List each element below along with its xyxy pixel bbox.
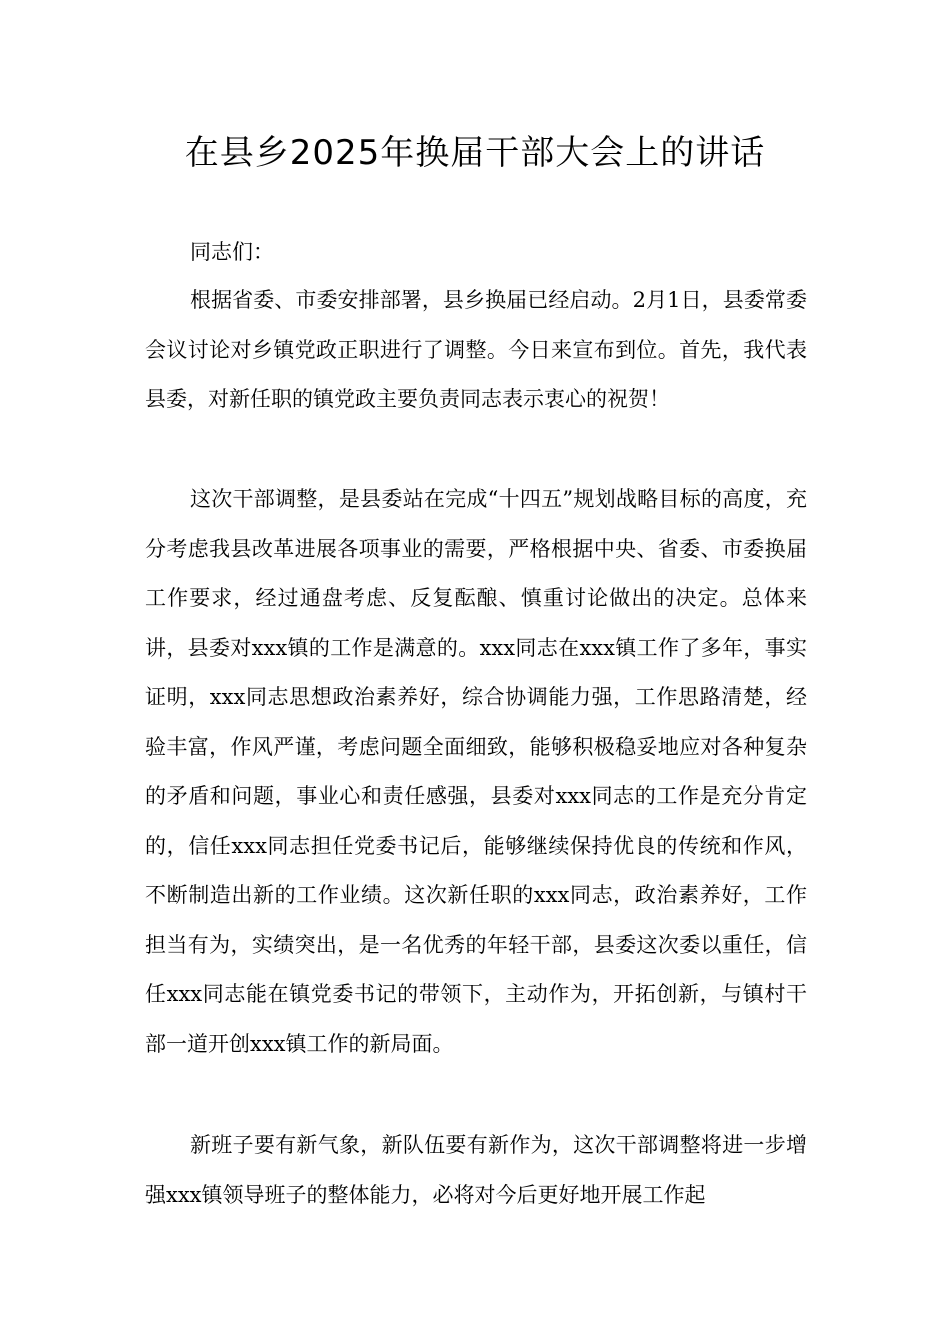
paragraph-1: 根据省委、市委安排部署，县乡换届已经启动。2月1日，县委常委会议讨论对乡镇党政正职进行了调整。今日来宣布到位。首先，我代表县委，对新任职的镇党政主要负责同志表示衷心的祝贺！ [145,288,807,411]
salutation: 同志们： [190,240,274,264]
paragraph-3: 新班子要有新气象，新队伍要有新作为，这次干部调整将进一步增强xxx镇领导班子的整体能力，必将对今后更好地开展工作起 [145,1133,807,1207]
document-title: 在县乡2025年换届干部大会上的讲话 [184,133,766,173]
paragraph-2: 这次干部调整，是县委站在完成“十四五”规划战略目标的高度，充分考虑我县改革进展各项事业的需要，严格根据中央、省委、市委换届工作要求，经过通盘考虑、反复酝酿、慎重讨论做出的决定。总体来讲，县委对xxx镇的工作是满意的。xxx同志在xxx镇工作了多年，事实证明，xxx同志思想政治素养好，综合协调能力强，工作思路清楚，经验丰富，作风严谨，考虑问题全面细致，能够积极稳妥地应对各种复杂的矛盾和问题，事业心和责任感强，县委对xxx同志的工作是充分肯定的，信任xxx同志担任党委书记后，能够继续保持优良的传统和作风，不断制造出新的工作业绩。这次新任职的xxx同志，政治素养好，工作担当有为，实绩突出，是一名优秀的年轻干部，县委这次委以重任，信任xxx同志能在镇党委书记的带领下，主动作为，开拓创新，与镇村干部一道开创xxx镇工作的新局面。 [145,487,807,1056]
